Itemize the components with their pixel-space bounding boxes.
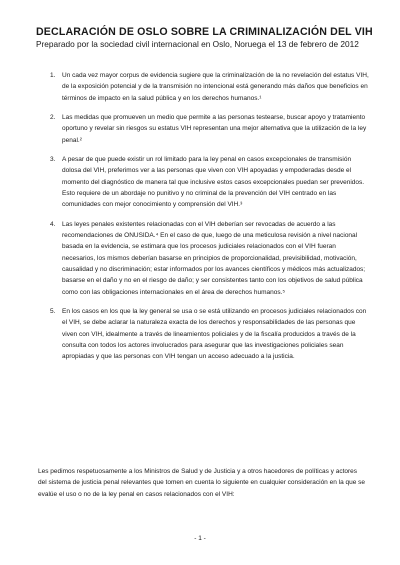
page-number: - 1 -	[194, 535, 206, 542]
list-item-number: 4.	[50, 220, 56, 228]
list-item-text: Las leyes penales existentes relacionadas con el VIH deberían ser revocadas de acuerdo a las recomendaciones de ONUSIDA.⁴ En el caso de que, luego de una meticulosa revisión a nivel nacional basada en la evidencia, se estimara que los procesos judiciales relacionados con el VIH fueran necesarios, los mismos deberían basarse en principios de proporcionalidad, previsibilidad, motivación, causalidad y no discriminación; estar informados por los avances científicos y médicos más actualizados; basarse en el daño y no en el riesgo de daño; y ser consistentes tanto con los objetivos de salud pública como con las obligaciones internacionales en el área de derechos humanos.⁵	[62, 220, 366, 296]
list-item	[38, 306, 370, 362]
list-item-number: 3.	[50, 156, 56, 164]
list-item	[38, 112, 370, 146]
list-item-number: 2.	[50, 114, 56, 122]
closing-paragraph: Les pedimos respetuosamente a los Ministros de Salud y de Justicia y a otros hacedores de políticas y actores del sistema de justicia penal relevantes que tomen en cuenta lo siguiente en cualquier consideración en la que se evalúe el uso o no de la ley penal en casos relacionados con el VIH:	[38, 468, 366, 498]
declaration-list	[38, 70, 370, 371]
list-item	[38, 154, 370, 210]
document-title: DECLARACIÓN DE OSLO SOBRE LA CRIMINALIZACIÓN DEL VIH	[36, 26, 373, 38]
list-item-text: A pesar de que puede existir un rol limitado para la ley penal en casos excepcionales de transmisión dolosa del VIH, preferimos ver a las personas que viven con VIH apoyadas y empoderadas desde el momento del diagnóstico de manera tal que inclusive estos casos excepcionales puedan ser prevenidos. Esto requiere de un abordaje no punitivo y no criminal de la prevención del VIH centrado en las comunidades con mejor conocimiento y comprensión del VIH.³	[62, 156, 365, 209]
list-item-text: Un cada vez mayor corpus de evidencia sugiere que la criminalización de la no revelación del estatus VIH, de la exposición potencial y de la transmisión no intencional está generando más daños que beneficios en términos de impacto en la salud pública y en los derechos humanos.¹	[62, 72, 369, 102]
list-item-text: Las medidas que promueven un medio que permite a las personas testearse, buscar apoyo y tratamiento oportuno y revelar sin riesgos su estatus VIH representan una mejor alternativa que la utilización de la ley penal.²	[62, 114, 367, 144]
list-item-number: 1.	[50, 72, 56, 79]
list-item	[38, 70, 370, 104]
list-item	[38, 219, 370, 298]
document-subtitle: Preparado por la sociedad civil internacional en Oslo, Noruega el 13 de febrero de 2012	[36, 39, 359, 49]
list-item-text: En los casos en los que la ley general se usa o se está utilizando en procesos judiciales relacionados con el VIH, se debe aclarar la naturaleza exacta de los derechos y responsabilidades de las personas que viven con VIH, idealmente a través de lineamientos policiales y de la fiscalía producidos a través de la consulta con todos los actores involucrados para asegurar que las investigaciones policiales sean apropiadas y que las personas con VIH tengan un acceso adecuado a la justicia.	[62, 308, 367, 361]
list-item-number: 5.	[50, 308, 56, 316]
